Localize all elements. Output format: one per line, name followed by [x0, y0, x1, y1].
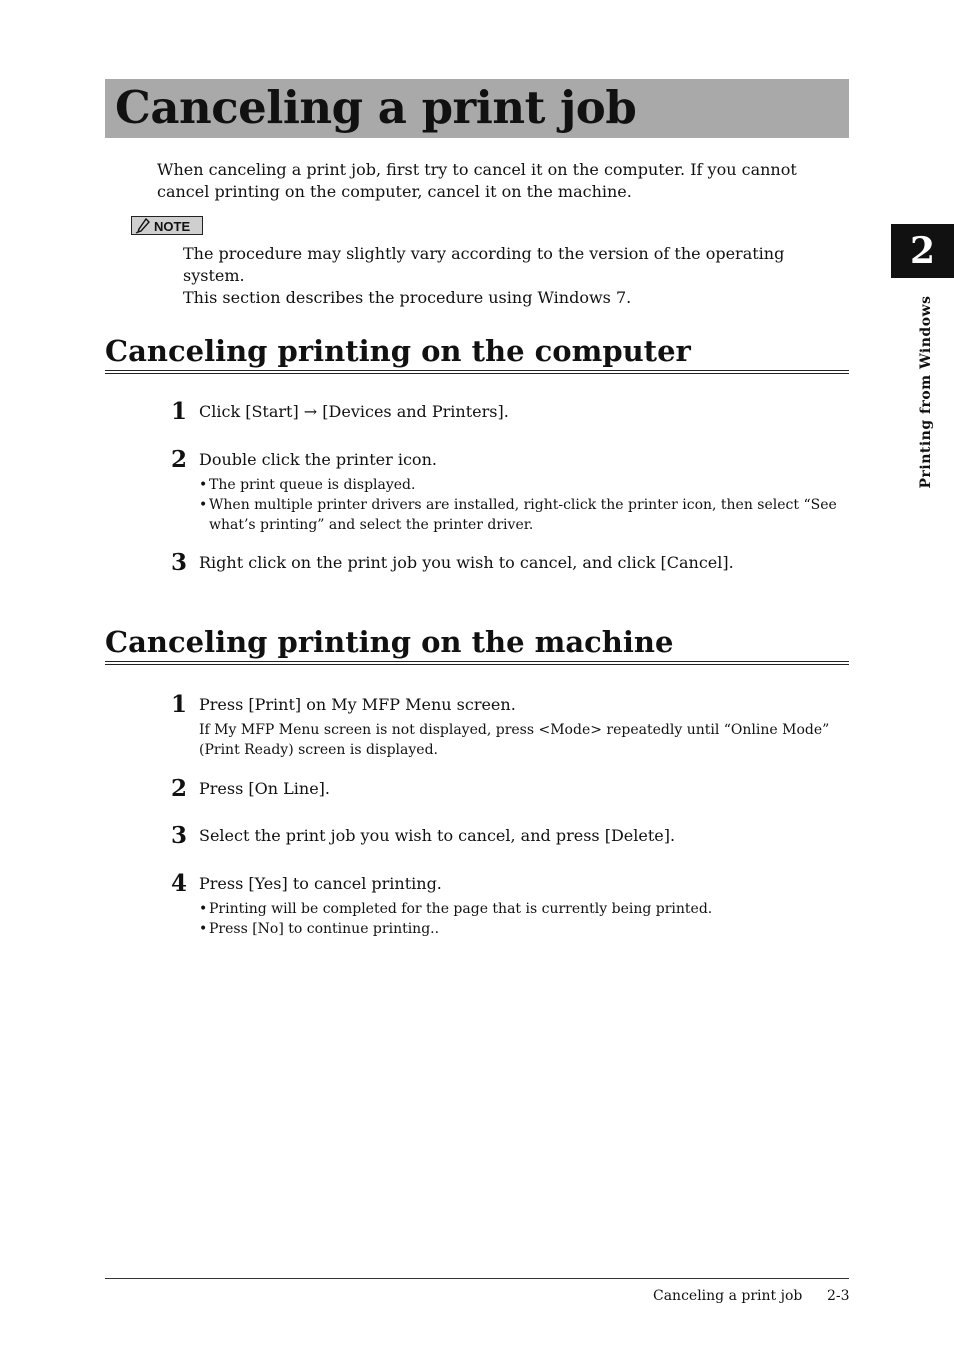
bullet-item: • Press [No] to continue printing.. — [199, 919, 849, 939]
step-details — [199, 899, 849, 939]
step-number: 2 — [170, 775, 187, 802]
note-line: This section describes the procedure using Windows 7. — [183, 288, 632, 307]
step-number: 1 — [170, 398, 187, 425]
step-number: 3 — [170, 549, 187, 576]
step-text: Press [Print] on My MFP Menu screen. — [199, 695, 516, 714]
section-rule — [105, 661, 849, 665]
bullet-item: • When multiple printer drivers are installed, right-click the printer icon, then select “See what’s printing” and select the printer driver. — [199, 495, 849, 535]
step-text: Select the print job you wish to cancel, and press [Delete]. — [199, 826, 676, 845]
step-text: Right click on the print job you wish to cancel, and click [Cancel]. — [199, 553, 734, 572]
step-number: 2 — [170, 446, 187, 473]
note-badge — [131, 216, 203, 235]
chapter-label: Printing from Windows — [918, 295, 934, 489]
intro-paragraph: When canceling a print job, first try to cancel it on the computer. If you cannot cancel printing on the computer, cancel it on the machine. — [157, 160, 797, 201]
bullet-item: • Printing will be completed for the page that is currently being printed. — [199, 899, 849, 919]
step-number: 4 — [170, 870, 187, 897]
footer-rule — [105, 1278, 849, 1279]
step-note: If My MFP Menu screen is not displayed, press <Mode> repeatedly until “Online Mode” (Print Ready) screen is displayed. — [199, 722, 830, 758]
step-text: Press [Yes] to cancel printing. — [199, 874, 442, 893]
page-title: Canceling a print job — [115, 81, 637, 134]
section-heading-computer: Canceling printing on the computer — [105, 334, 691, 368]
step-details — [199, 475, 849, 535]
note-text — [183, 243, 843, 309]
note-line: The procedure may slightly vary according to the version of the operating system. — [183, 244, 785, 285]
step-text: Click [Start] → [Devices and Printers]. — [199, 402, 509, 421]
footer-title: Canceling a print job — [653, 1288, 803, 1304]
chapter-tab: 2 — [891, 224, 954, 278]
bullet-item: • The print queue is displayed. — [199, 475, 849, 495]
section-heading-machine: Canceling printing on the machine — [105, 625, 674, 659]
step-number: 3 — [170, 822, 187, 849]
page-number: 2-3 — [827, 1288, 850, 1304]
step-text: Double click the printer icon. — [199, 450, 437, 469]
section-rule — [105, 370, 849, 374]
note-label: NOTE — [154, 219, 191, 234]
pencil-icon — [135, 218, 151, 234]
step-text: Press [On Line]. — [199, 779, 330, 798]
step-number: 1 — [170, 691, 187, 718]
